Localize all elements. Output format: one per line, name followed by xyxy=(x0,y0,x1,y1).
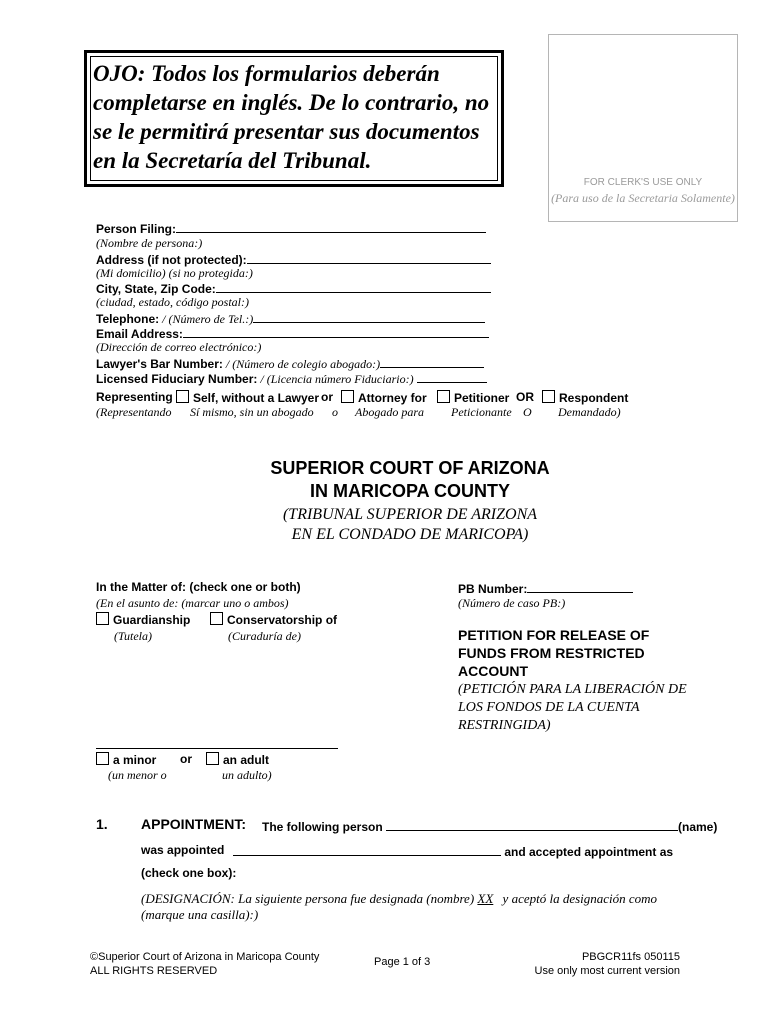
telephone-field[interactable] xyxy=(253,310,485,323)
section1-line2 xyxy=(233,843,673,859)
matter-label-es: (En el asunto de: (marcar uno o ambos) xyxy=(96,596,289,610)
petition-title-line2: FUNDS FROM RESTRICTED xyxy=(458,645,645,661)
or-es: o xyxy=(332,405,338,419)
petitioner-option[interactable] xyxy=(437,390,509,405)
person-filing-es: (Nombre de persona:) xyxy=(96,236,203,250)
section1-es-b: y aceptó la designación como xyxy=(502,891,658,906)
footer-version: Use only most current version xyxy=(534,965,680,977)
city-field[interactable] xyxy=(216,280,491,293)
petition-title-es1: (PETICIÓN PARA LA LIBERACIÓN DE xyxy=(458,682,687,697)
section1-was-appointed: was appointed xyxy=(141,843,225,857)
petition-title-es2: LOS FONDOS DE LA CUENTA xyxy=(458,700,640,715)
petition-title-line1: PETITION FOR RELEASE OF xyxy=(458,627,650,643)
conservatorship-option[interactable] xyxy=(210,612,337,627)
attorney-label: Attorney for xyxy=(358,391,427,405)
adult-es: un adulto) xyxy=(222,768,272,782)
court-title-es1: (TRIBUNAL SUPERIOR DE ARIZONA xyxy=(282,506,538,523)
footer-copyright: ©Superior Court of Arizona in Maricopa County xyxy=(90,951,320,963)
attorney-es: Abogado para xyxy=(355,405,424,419)
section1-es-xx: XX xyxy=(477,891,494,906)
attorney-option[interactable] xyxy=(341,390,427,405)
minor-checkbox[interactable] xyxy=(96,752,109,765)
court-title-line2: IN MARICOPA COUNTY xyxy=(310,481,510,501)
pb-number-label: PB Number: xyxy=(458,582,528,596)
bar-number-es: / (Número de colegio abogado:) xyxy=(225,357,381,371)
conservatorship-es: (Curaduría de) xyxy=(228,629,301,643)
section1-es-line xyxy=(141,891,657,907)
appointee-name-field[interactable] xyxy=(386,818,678,831)
telephone-label: Telephone: xyxy=(96,312,160,326)
representing-label: Representing xyxy=(96,390,173,404)
self-checkbox[interactable] xyxy=(176,390,189,403)
section1-name-suffix: (name) xyxy=(678,820,718,834)
guardianship-option[interactable] xyxy=(96,612,190,627)
appointment-date-field[interactable] xyxy=(233,843,501,856)
minor-es: (un menor o xyxy=(108,768,167,782)
guardianship-es: (Tutela) xyxy=(114,629,152,643)
city-es: (ciudad, estado, código postal:) xyxy=(96,295,249,309)
person-filing-field[interactable] xyxy=(176,220,486,233)
clerk-use-box xyxy=(548,34,738,222)
email-label: Email Address: xyxy=(96,327,183,341)
section1-es-a: (DESIGNACIÓN: La siguiente persona fue designada (nombre) xyxy=(141,891,475,906)
fiduciary-field[interactable] xyxy=(417,370,487,383)
petition-title-line3: ACCOUNT xyxy=(458,663,528,679)
city-label: City, State, Zip Code: xyxy=(96,282,216,296)
notice-box xyxy=(84,50,504,187)
bar-number-label: Lawyer's Bar Number: xyxy=(96,357,223,371)
conservatorship-label: Conservatorship of xyxy=(227,613,338,627)
address-row xyxy=(96,251,491,267)
respondent-label: Respondent xyxy=(559,391,629,405)
petition-title-es3: RESTRINGIDA) xyxy=(458,718,551,733)
self-label: Self, without a Lawyer xyxy=(193,391,320,405)
clerk-label: FOR CLERK'S USE ONLY xyxy=(583,177,703,188)
matter-label: In the Matter of: (check one or both) xyxy=(96,580,301,594)
representing-es: (Representando xyxy=(96,405,172,419)
address-es: (Mi domicilio) (si no protegida:) xyxy=(96,266,253,280)
pb-number-field[interactable] xyxy=(527,580,633,593)
court-title-es2: EN EL CONDADO DE MARICOPA) xyxy=(291,526,529,543)
self-option[interactable] xyxy=(176,390,319,405)
email-es: (Dirección de correo electrónico:) xyxy=(96,340,262,354)
conservatorship-checkbox[interactable] xyxy=(210,612,223,625)
guardianship-label: Guardianship xyxy=(113,613,191,627)
address-label: Address (if not protected): xyxy=(96,253,247,267)
adult-option[interactable] xyxy=(206,752,269,767)
pb-number-es: (Número de caso PB:) xyxy=(458,596,566,610)
attorney-checkbox[interactable] xyxy=(341,390,354,403)
adult-label: an adult xyxy=(223,753,270,767)
fiduciary-label: Licensed Fiduciary Number: xyxy=(96,372,258,386)
ward-name-field[interactable] xyxy=(96,748,338,749)
respondent-es: Demandado) xyxy=(558,405,621,419)
respondent-checkbox[interactable] xyxy=(542,390,555,403)
guardianship-checkbox[interactable] xyxy=(96,612,109,625)
pb-number-row xyxy=(458,580,633,596)
section1-accepted: and accepted appointment as xyxy=(504,845,674,859)
or-upper-label: OR xyxy=(516,390,534,404)
email-row xyxy=(96,325,489,341)
minor-adult-or: or xyxy=(180,752,192,766)
footer-form-code: PBGCR11fs 050115 xyxy=(581,951,680,963)
city-row xyxy=(96,280,491,296)
notice-text: OJO: Todos los formularios deberán completarse en inglés. De lo contrario, no se le permitirá presentar sus documentos en la Secretaría del Tribunal. xyxy=(93,61,490,173)
minor-label: a minor xyxy=(113,753,157,767)
or-upper-es: O xyxy=(523,405,532,419)
clerk-sub-label: (Para uso de la Secretaria Solamente) xyxy=(551,191,735,205)
self-es: Sí mismo, sin un abogado xyxy=(190,405,314,419)
fiduciary-es: / (Licencia número Fiduciario:) xyxy=(260,372,414,386)
section1-line1 xyxy=(262,818,717,834)
court-title-line1: SUPERIOR COURT OF ARIZONA xyxy=(270,458,550,478)
person-filing-label: Person Filing: xyxy=(96,222,177,236)
footer-rights: ALL RIGHTS RESERVED xyxy=(90,965,218,977)
or-label: or xyxy=(321,390,333,404)
person-filing-row xyxy=(96,220,486,236)
adult-checkbox[interactable] xyxy=(206,752,219,765)
respondent-option[interactable] xyxy=(542,390,628,405)
address-field[interactable] xyxy=(247,251,491,264)
bar-number-field[interactable] xyxy=(380,355,484,368)
section1-number: 1. xyxy=(96,816,108,832)
petitioner-label: Petitioner xyxy=(454,391,510,405)
section1-check: (check one box): xyxy=(141,866,237,880)
telephone-es: / (Número de Tel.:) xyxy=(162,312,254,326)
fiduciary-row xyxy=(96,370,487,387)
email-field[interactable] xyxy=(183,325,489,338)
footer-page-number: Page 1 of 3 xyxy=(374,956,431,968)
petitioner-es: Peticionante xyxy=(451,405,512,419)
section1-heading: APPOINTMENT: xyxy=(141,816,246,832)
section1-text1: The following person xyxy=(262,820,383,834)
minor-option[interactable] xyxy=(96,752,156,767)
petitioner-checkbox[interactable] xyxy=(437,390,450,403)
section1-es-c: (marque una casilla):) xyxy=(141,907,259,922)
